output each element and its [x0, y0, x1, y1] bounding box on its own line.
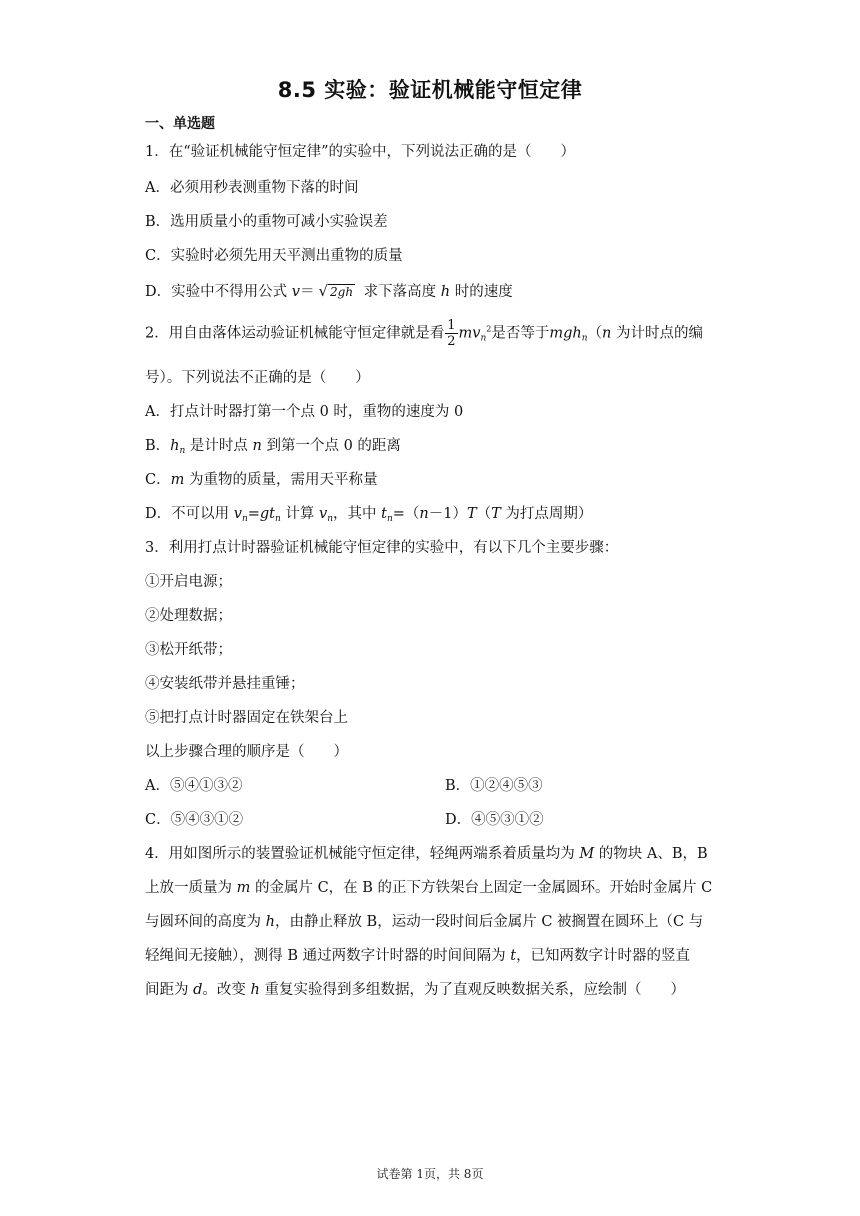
- q4-line-2: [145, 876, 712, 897]
- q1-stem: 1．在“验证机械能守恒定律”的实验中，下列说法正确的是（ ）: [145, 144, 576, 160]
- q3-ask: 以上步骤合理的顺序是（ ）: [145, 744, 348, 760]
- q4-text: 4．用如图所示的装置验证机械能守恒定律，轻绳两端系着质量均为: [145, 846, 580, 862]
- q4-text: 间距为: [145, 982, 194, 998]
- q2-d-label: D．不可以用: [145, 506, 234, 522]
- sub-n: n: [480, 333, 487, 344]
- q2-stem: [145, 318, 703, 349]
- q4-text-2: 的金属片 C，在 B 的正下方铁架台上固定一金属圆环。开始时金属片 C: [250, 880, 713, 896]
- fraction-denominator: 2: [447, 334, 456, 349]
- q2-option-b: [145, 434, 401, 456]
- q3-option-b: B．①②④⑤③: [445, 778, 543, 794]
- var-mv: mv: [458, 325, 481, 342]
- fraction-half: [445, 318, 457, 349]
- var-v: v: [291, 284, 300, 300]
- q2-d-text-4: －1）: [428, 506, 467, 522]
- var-n: n: [602, 325, 612, 342]
- sqrt-body: 2gh: [330, 285, 354, 299]
- section-heading: 一、单选题: [145, 116, 215, 132]
- q1-d-text-2: 求下落高度: [359, 284, 441, 300]
- fraction-numerator: 1: [447, 318, 456, 333]
- q2-d-text-2: ，其中: [333, 506, 382, 522]
- var-m: m: [236, 880, 251, 896]
- sub-n: n: [241, 514, 248, 524]
- q4-text-3: 重复实验得到多组数据，为了直观反映数据关系，应绘制（ ）: [259, 982, 685, 998]
- q4-text: 上放一质量为: [145, 880, 237, 896]
- q2-stem-post-b: 为计时点的编: [611, 325, 703, 342]
- var-h: h: [250, 982, 260, 998]
- q4-text-2: ，由静止释放 B，运动一段时间后金属片 C 被搁置在圆环上（C 与: [274, 914, 704, 930]
- q2-stem-line2: 号）。下列说法不正确的是（ ）: [145, 370, 370, 386]
- var-m: m: [170, 472, 185, 488]
- q1-d-text-3: 时的速度: [450, 284, 513, 300]
- var-gt: gt: [259, 506, 275, 522]
- q2-b-label: B．: [145, 438, 171, 454]
- q4-text: 与圆环间的高度为: [145, 914, 266, 930]
- var-n: n: [252, 438, 262, 454]
- var-h: h: [440, 284, 451, 300]
- q2-d-text-3: =（: [392, 506, 420, 522]
- q1-d-text: D．实验中不得用公式: [145, 284, 292, 300]
- q3-step-2: ②处理数据；: [145, 608, 232, 624]
- var-v: v: [319, 506, 328, 522]
- radical-icon: √: [318, 282, 328, 300]
- q3-step-5: ⑤把打点计时器固定在铁架台上: [145, 710, 348, 726]
- sub-n: n: [179, 446, 186, 456]
- q2-d-text-5: （: [476, 506, 492, 522]
- q1-option-a: A．必须用秒表测重物下落的时间: [145, 180, 359, 196]
- q2-stem-text: 2．用自由落体运动验证机械能守恒定律就是看: [145, 325, 445, 342]
- q4-line-5: [145, 978, 685, 999]
- q2-b-text: 是计时点: [185, 438, 253, 454]
- q3-option-d: D．④⑤③①②: [445, 812, 544, 828]
- sub-n: n: [327, 514, 334, 524]
- equals-sign: =: [247, 506, 260, 522]
- page-footer: 试卷第 1页，共 8页: [376, 1167, 484, 1181]
- sub-n: n: [275, 514, 281, 524]
- q3-step-1: ①开启电源；: [145, 574, 232, 590]
- q2-option-d: [145, 502, 592, 524]
- var-mgh: mgh: [549, 325, 582, 342]
- page-title: 8.5 实验：验证机械能守恒定律: [277, 78, 583, 102]
- q2-option-c: [145, 468, 377, 489]
- var-T: T: [491, 506, 501, 522]
- var-d: d: [193, 982, 203, 998]
- equals-sign: ＝: [299, 284, 315, 300]
- q1-option-c: C．实验时必须先用天平测出重物的质量: [145, 248, 403, 264]
- q4-line-4: [145, 944, 690, 965]
- var-T: T: [466, 506, 477, 522]
- q2-stem-post-a: （: [587, 325, 603, 342]
- var-t: t: [510, 948, 517, 964]
- q2-c-text: 为重物的质量，需用天平称量: [184, 472, 378, 488]
- q4-text: 轻绳间无接触），测得 B 通过两数字计时器的时间间隔为: [145, 948, 511, 964]
- sqrt-expression: [318, 282, 355, 300]
- var-n: n: [419, 506, 429, 522]
- q3-stem: 3．利用打点计时器验证机械能守恒定律的实验中，有以下几个主要步骤：: [145, 540, 619, 556]
- var-v: v: [233, 506, 242, 522]
- q1-option-d: [145, 280, 513, 301]
- q1-option-b: B．选用质量小的重物可减小实验误差: [145, 214, 388, 230]
- sup-2: 2: [486, 324, 492, 334]
- var-t: t: [381, 506, 387, 522]
- q3-option-a: A．⑤④①③②: [145, 778, 243, 794]
- q2-option-a: A．打点计时器打第一个点 0 时，重物的速度为 0: [145, 404, 464, 420]
- q2-d-text-6: 为打点周期）: [500, 506, 593, 522]
- q3-step-3: ③松开纸带；: [145, 642, 232, 658]
- q4-text-2: 的物块 A、B，B: [594, 846, 708, 862]
- q2-stem-mid: 是否等于: [491, 325, 550, 342]
- q2-c-label: C．: [145, 472, 171, 488]
- q3-option-c: C．⑤④③①②: [145, 812, 244, 828]
- sub-n: n: [386, 514, 393, 524]
- q4-line-3: [145, 910, 703, 931]
- q4-line-1: [145, 842, 708, 863]
- q2-b-text-2: 到第一个点 0 的距离: [261, 438, 401, 454]
- var-M: M: [579, 846, 595, 862]
- var-h: h: [170, 438, 180, 454]
- var-h: h: [265, 914, 275, 930]
- q3-step-4: ④安装纸带并悬挂重锤；: [145, 676, 305, 692]
- q4-text-2: ，已知两数字计时器的竖直: [516, 948, 691, 964]
- q4-text-2: 。改变: [202, 982, 251, 998]
- q2-d-text: 计算: [280, 506, 320, 522]
- sub-n: n: [581, 333, 588, 344]
